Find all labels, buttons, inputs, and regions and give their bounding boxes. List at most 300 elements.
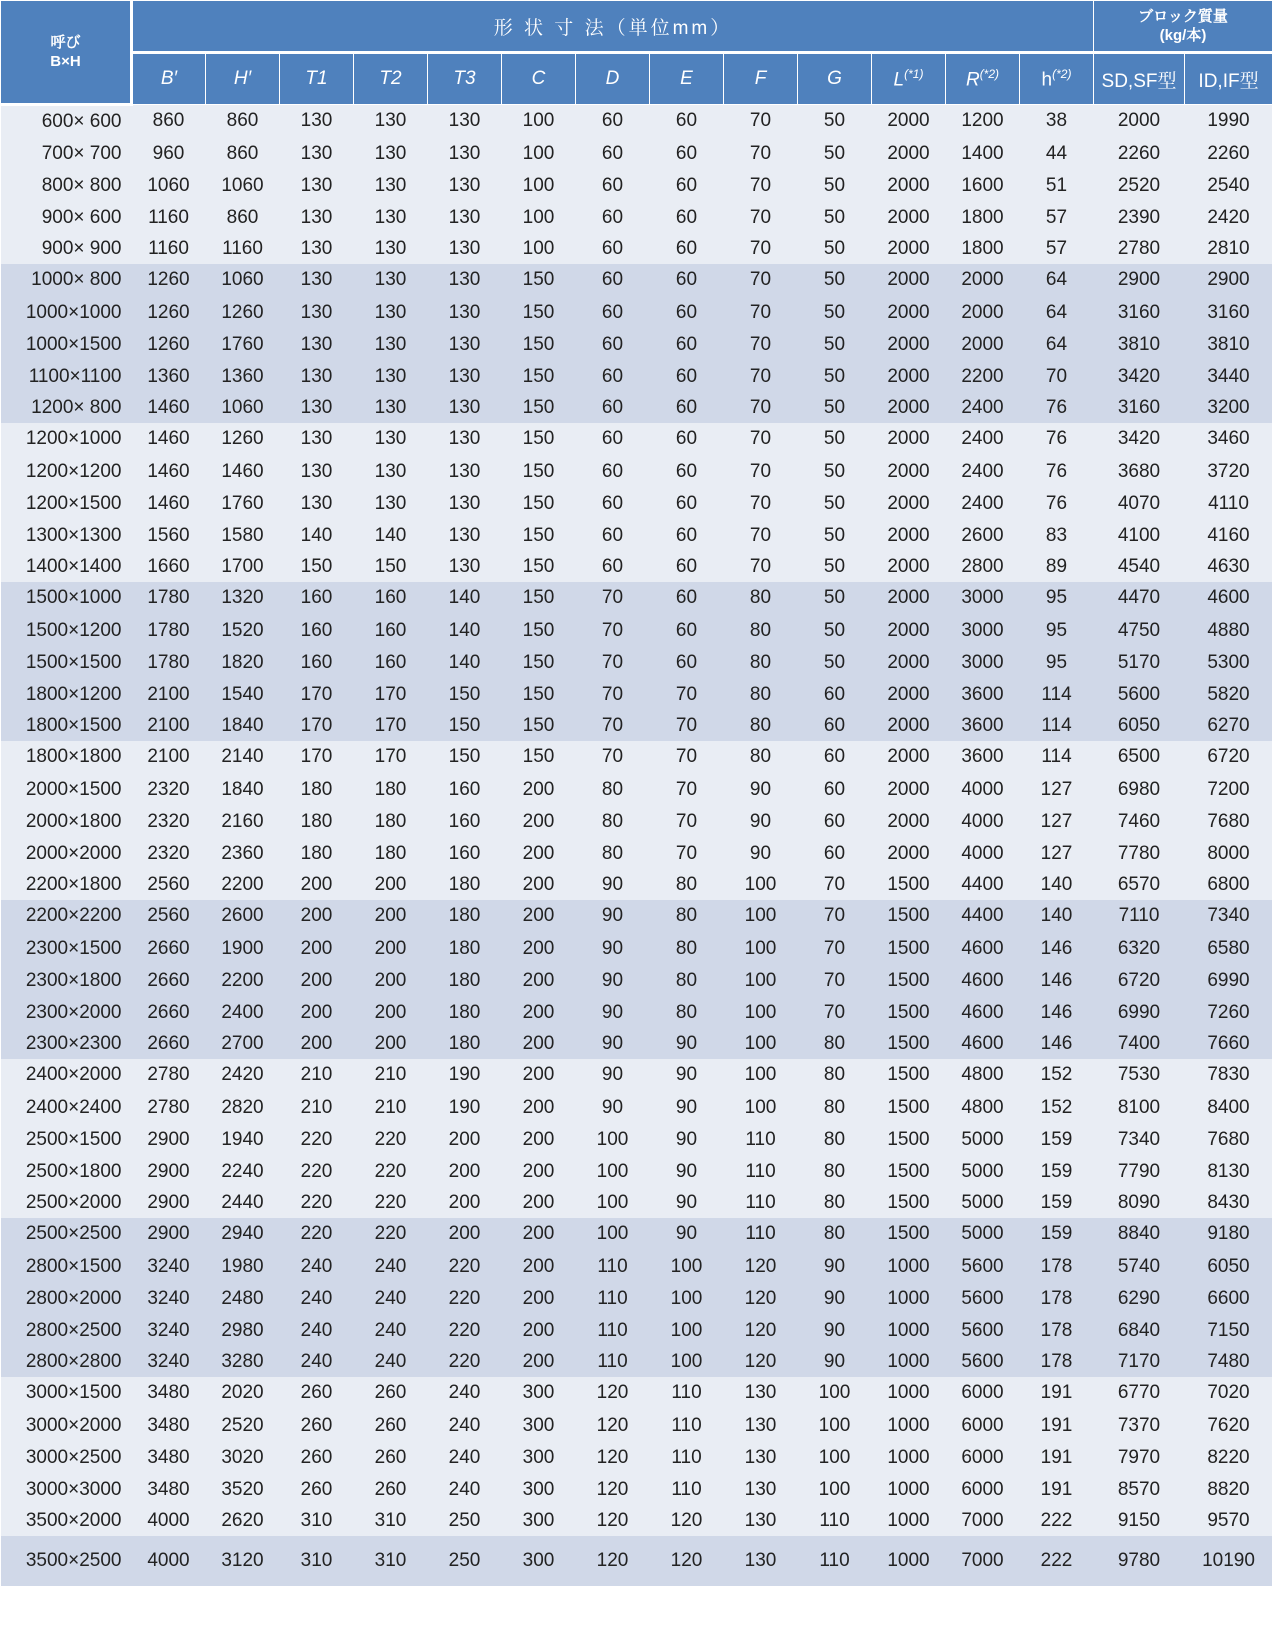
value-cell: 2940 xyxy=(221,1223,264,1244)
value-cell: 240 xyxy=(374,1287,407,1309)
value-cell: 100 xyxy=(744,1001,777,1023)
column-header-label: T3 xyxy=(453,68,476,89)
value-cell: 130 xyxy=(744,1509,777,1531)
value-cell: 3480 xyxy=(147,1478,190,1500)
value-cell: 2260 xyxy=(1117,142,1161,164)
value-cell: 6770 xyxy=(1117,1382,1161,1403)
value-cell: 70 xyxy=(601,651,624,673)
value-cell: 150 xyxy=(522,396,555,418)
value-cell: 150 xyxy=(300,555,333,577)
value-cell: 260 xyxy=(300,1446,333,1468)
table-row xyxy=(1,741,1272,774)
table-row xyxy=(1,1347,1272,1377)
table-row xyxy=(1,1124,1272,1156)
value-cell: 60 xyxy=(675,206,698,228)
nominal-size-cell: 3000×2500 xyxy=(25,1446,122,1468)
column-header-7 xyxy=(576,53,650,105)
value-cell: 2000 xyxy=(887,333,930,355)
value-cell: 178 xyxy=(1040,1255,1073,1277)
table-row xyxy=(1,1251,1272,1283)
value-cell: 7400 xyxy=(1117,1032,1161,1054)
value-cell: 2000 xyxy=(887,587,930,608)
value-cell: 4600 xyxy=(961,1001,1004,1023)
value-cell: 200 xyxy=(448,1223,481,1244)
value-cell: 80 xyxy=(675,905,698,926)
value-cell: 64 xyxy=(1045,269,1068,290)
nominal-size-label: 呼び xyxy=(50,34,81,51)
value-cell: 1160 xyxy=(148,206,189,228)
value-cell: 2520 xyxy=(1117,174,1161,196)
value-cell: 120 xyxy=(744,1287,777,1309)
value-cell: 2000 xyxy=(887,396,930,418)
value-cell: 3000 xyxy=(961,587,1004,608)
value-cell: 260 xyxy=(374,1478,407,1500)
value-cell: 80 xyxy=(749,619,772,641)
column-header-12 xyxy=(946,53,1020,105)
value-cell: 3000 xyxy=(961,651,1004,673)
value-cell: 76 xyxy=(1045,460,1068,482)
column-header-label: G xyxy=(827,68,842,89)
value-cell: 8130 xyxy=(1207,1160,1250,1182)
value-cell: 7110 xyxy=(1118,905,1160,926)
value-cell: 114 xyxy=(1041,683,1072,705)
value-cell: 70 xyxy=(749,492,772,514)
table-row xyxy=(1,170,1272,202)
value-cell: 60 xyxy=(823,842,846,864)
value-cell: 3120 xyxy=(221,1549,264,1571)
value-cell: 1000 xyxy=(887,1255,930,1277)
value-cell: 110 xyxy=(597,1319,628,1341)
value-cell: 100 xyxy=(818,1478,851,1500)
value-cell: 100 xyxy=(596,1128,629,1150)
value-cell: 1820 xyxy=(221,651,264,673)
value-cell: 220 xyxy=(448,1350,481,1372)
value-cell: 1000 xyxy=(887,1414,930,1436)
value-cell: 60 xyxy=(823,810,846,832)
value-cell: 220 xyxy=(448,1255,481,1277)
value-cell: 60 xyxy=(601,555,624,577)
value-cell: 240 xyxy=(448,1478,481,1500)
value-cell: 180 xyxy=(300,842,333,864)
value-cell: 130 xyxy=(448,333,481,355)
value-cell: 220 xyxy=(374,1128,407,1150)
value-cell: 2240 xyxy=(221,1160,264,1182)
value-cell: 110 xyxy=(671,1446,702,1468)
value-cell: 130 xyxy=(448,237,481,259)
value-cell: 220 xyxy=(300,1160,333,1182)
value-cell: 80 xyxy=(675,969,698,991)
value-cell: 50 xyxy=(823,110,846,132)
value-cell: 150 xyxy=(448,683,481,705)
table-row xyxy=(1,423,1272,456)
value-cell: 2320 xyxy=(147,778,190,800)
value-cell: 80 xyxy=(601,842,624,864)
value-cell: 220 xyxy=(374,1160,407,1182)
value-cell: 150 xyxy=(522,683,555,705)
value-cell: 2900 xyxy=(147,1128,190,1150)
value-cell: 2780 xyxy=(147,1096,190,1118)
value-cell: 152 xyxy=(1040,1096,1073,1118)
value-cell: 2390 xyxy=(1117,206,1161,228)
value-cell: 4600 xyxy=(1207,587,1250,608)
value-cell: 64 xyxy=(1045,333,1068,355)
value-cell: 2000 xyxy=(961,301,1004,323)
column-header-15 xyxy=(1185,53,1272,105)
value-cell: 90 xyxy=(675,1032,698,1054)
value-cell: 3440 xyxy=(1207,365,1250,387)
value-cell: 70 xyxy=(601,714,624,736)
value-cell: 4000 xyxy=(961,842,1004,864)
nominal-size-cell: 2800×2800 xyxy=(25,1350,122,1372)
value-cell: 70 xyxy=(675,842,698,864)
value-cell: 60 xyxy=(675,269,698,290)
value-cell: 3020 xyxy=(221,1446,264,1468)
value-cell: 220 xyxy=(374,1223,407,1244)
value-cell: 130 xyxy=(448,301,481,323)
value-cell: 130 xyxy=(300,110,333,132)
value-cell: 240 xyxy=(448,1446,481,1468)
value-cell: 6600 xyxy=(1207,1287,1250,1309)
value-cell: 4000 xyxy=(147,1509,190,1531)
value-cell: 60 xyxy=(675,142,698,164)
table-row xyxy=(1,679,1272,711)
table-row xyxy=(1,456,1272,488)
value-cell: 90 xyxy=(675,1128,698,1150)
value-cell: 2900 xyxy=(147,1191,190,1213)
value-cell: 2440 xyxy=(221,1191,264,1213)
value-cell: 127 xyxy=(1040,810,1073,832)
nominal-size-cell: 600× 600 xyxy=(41,110,122,132)
value-cell: 1500 xyxy=(887,1128,930,1150)
table-row xyxy=(1,1442,1272,1474)
value-cell: 95 xyxy=(1045,619,1068,641)
value-cell: 130 xyxy=(300,269,333,290)
value-cell: 191 xyxy=(1040,1478,1073,1500)
nominal-size-header xyxy=(1,1,132,105)
value-cell: 170 xyxy=(300,683,333,705)
value-cell: 190 xyxy=(448,1096,481,1118)
value-cell: 2020 xyxy=(221,1382,264,1403)
value-cell: 95 xyxy=(1045,651,1068,673)
value-cell: 2660 xyxy=(147,1001,190,1023)
value-cell: 6720 xyxy=(1207,746,1250,767)
table-row xyxy=(1,774,1272,806)
value-cell: 80 xyxy=(749,651,772,673)
value-cell: 60 xyxy=(601,524,624,546)
value-cell: 2000 xyxy=(887,619,930,641)
value-cell: 4070 xyxy=(1117,492,1161,514)
value-cell: 222 xyxy=(1040,1509,1073,1531)
value-cell: 2540 xyxy=(1207,174,1250,196)
value-cell: 7680 xyxy=(1207,1128,1250,1150)
value-cell: 60 xyxy=(675,365,698,387)
nominal-size-cell: 2000×1500 xyxy=(25,778,122,800)
value-cell: 2000 xyxy=(887,810,930,832)
value-cell: 178 xyxy=(1040,1319,1073,1341)
value-cell: 70 xyxy=(749,365,772,387)
value-cell: 6570 xyxy=(1117,873,1161,895)
value-cell: 7790 xyxy=(1117,1160,1161,1182)
value-cell: 3160 xyxy=(1117,396,1161,418)
value-cell: 130 xyxy=(744,1478,777,1500)
value-cell: 2320 xyxy=(147,842,190,864)
nominal-size-cell: 1200×1000 xyxy=(25,428,122,449)
value-cell: 2400 xyxy=(961,492,1004,514)
value-cell: 60 xyxy=(823,746,846,767)
value-cell: 130 xyxy=(374,365,407,387)
value-cell: 210 xyxy=(300,1096,333,1118)
value-cell: 1060 xyxy=(221,269,264,290)
value-cell: 90 xyxy=(675,1064,698,1085)
value-cell: 60 xyxy=(675,619,698,641)
value-cell: 150 xyxy=(522,587,555,608)
value-cell: 3280 xyxy=(221,1350,264,1372)
value-cell: 2000 xyxy=(887,269,930,290)
value-cell: 50 xyxy=(823,619,846,641)
value-cell: 220 xyxy=(448,1319,481,1341)
value-cell: 240 xyxy=(374,1319,407,1341)
value-cell: 120 xyxy=(596,1414,629,1436)
value-cell: 2900 xyxy=(1207,269,1250,290)
value-cell: 90 xyxy=(823,1350,846,1372)
value-cell: 3480 xyxy=(147,1446,190,1468)
value-cell: 1760 xyxy=(221,333,264,355)
table-row xyxy=(1,1536,1272,1586)
value-cell: 140 xyxy=(448,651,481,673)
nominal-size-cell: 900× 600 xyxy=(41,206,122,228)
nominal-size-cell: 1200×1500 xyxy=(25,492,122,514)
column-header-label: T1 xyxy=(305,68,328,89)
value-cell: 150 xyxy=(522,555,555,577)
value-cell: 9780 xyxy=(1117,1549,1161,1571)
value-cell: 160 xyxy=(448,778,481,800)
value-cell: 200 xyxy=(522,1223,555,1244)
nominal-size-cell: 3000×1500 xyxy=(25,1382,122,1403)
value-cell: 120 xyxy=(596,1382,629,1403)
column-header-label: SD,SF型 xyxy=(1101,70,1177,92)
value-cell: 220 xyxy=(374,1191,407,1213)
nominal-size-cell: 700× 700 xyxy=(41,142,122,164)
value-cell: 178 xyxy=(1040,1287,1073,1309)
column-header-1 xyxy=(132,53,206,105)
value-cell: 3600 xyxy=(961,683,1004,705)
column-header-footnote: (*2) xyxy=(1052,66,1072,81)
value-cell: 60 xyxy=(675,587,698,608)
value-cell: 8090 xyxy=(1117,1191,1161,1213)
value-cell: 60 xyxy=(675,555,698,577)
table-row xyxy=(1,1377,1272,1410)
value-cell: 70 xyxy=(1045,365,1068,387)
value-cell: 70 xyxy=(749,237,772,259)
value-cell: 150 xyxy=(522,365,555,387)
column-header-footnote: (*2) xyxy=(979,66,1000,81)
value-cell: 159 xyxy=(1040,1223,1073,1244)
value-cell: 1500 xyxy=(887,1064,930,1085)
value-cell: 7170 xyxy=(1117,1350,1161,1372)
value-cell: 130 xyxy=(300,237,333,259)
value-cell: 160 xyxy=(374,587,407,608)
value-cell: 200 xyxy=(300,1001,333,1023)
value-cell: 5600 xyxy=(961,1287,1004,1309)
table-row xyxy=(1,838,1272,870)
value-cell: 200 xyxy=(374,937,407,959)
value-cell: 860 xyxy=(226,110,259,132)
value-cell: 200 xyxy=(522,810,555,832)
value-cell: 1000 xyxy=(887,1478,930,1500)
value-cell: 7780 xyxy=(1117,842,1161,864)
value-cell: 2320 xyxy=(147,810,190,832)
value-cell: 1000 xyxy=(887,1287,930,1309)
value-cell: 1060 xyxy=(147,174,190,196)
value-cell: 100 xyxy=(522,110,555,132)
value-cell: 5600 xyxy=(1117,683,1161,705)
nominal-size-cell: 2400×2000 xyxy=(25,1064,122,1085)
value-cell: 110 xyxy=(819,1549,850,1571)
value-cell: 110 xyxy=(745,1128,776,1150)
value-cell: 130 xyxy=(374,206,407,228)
value-cell: 7370 xyxy=(1117,1414,1161,1436)
value-cell: 200 xyxy=(300,905,333,926)
value-cell: 100 xyxy=(670,1287,703,1309)
value-cell: 7340 xyxy=(1207,905,1250,926)
value-cell: 130 xyxy=(448,524,481,546)
value-cell: 200 xyxy=(522,1191,555,1213)
value-cell: 4880 xyxy=(1207,619,1250,641)
value-cell: 2400 xyxy=(221,1001,264,1023)
value-cell: 90 xyxy=(749,778,772,800)
value-cell: 60 xyxy=(823,683,846,705)
value-cell: 1260 xyxy=(221,428,264,449)
value-cell: 130 xyxy=(374,269,407,290)
value-cell: 1520 xyxy=(221,619,264,641)
value-cell: 140 xyxy=(448,619,481,641)
value-cell: 2200 xyxy=(221,969,264,991)
value-cell: 2800 xyxy=(961,555,1004,577)
value-cell: 5000 xyxy=(961,1223,1004,1244)
value-cell: 2160 xyxy=(221,810,264,832)
value-cell: 70 xyxy=(749,460,772,482)
value-cell: 170 xyxy=(300,714,333,736)
nominal-size-cell: 1000×1000 xyxy=(25,301,122,323)
value-cell: 310 xyxy=(300,1549,333,1571)
value-cell: 222 xyxy=(1040,1549,1073,1571)
value-cell: 4800 xyxy=(961,1096,1004,1118)
value-cell: 2000 xyxy=(961,333,1004,355)
table-row xyxy=(1,1092,1272,1124)
value-cell: 60 xyxy=(601,269,624,290)
column-header-label: R xyxy=(965,69,980,91)
table-row xyxy=(1,615,1272,647)
value-cell: 200 xyxy=(522,1350,555,1372)
value-cell: 100 xyxy=(522,237,555,259)
value-cell: 7970 xyxy=(1117,1446,1161,1468)
value-cell: 1460 xyxy=(147,396,190,418)
value-cell: 170 xyxy=(374,683,407,705)
value-cell: 120 xyxy=(596,1509,629,1531)
value-cell: 178 xyxy=(1040,1350,1073,1372)
value-cell: 6980 xyxy=(1117,778,1161,800)
value-cell: 2700 xyxy=(221,1032,264,1054)
nominal-size-cell: 2400×2400 xyxy=(25,1096,122,1118)
value-cell: 2480 xyxy=(221,1287,264,1309)
value-cell: 130 xyxy=(448,142,481,164)
value-cell: 200 xyxy=(522,937,555,959)
value-cell: 100 xyxy=(818,1446,851,1468)
value-cell: 70 xyxy=(601,587,624,608)
column-header-footnote: (*1) xyxy=(904,66,924,81)
value-cell: 2600 xyxy=(961,524,1004,546)
value-cell: 6990 xyxy=(1117,1001,1161,1023)
table-row xyxy=(1,1283,1272,1315)
value-cell: 89 xyxy=(1045,555,1068,577)
value-cell: 3810 xyxy=(1207,333,1250,355)
value-cell: 200 xyxy=(522,1287,555,1309)
value-cell: 100 xyxy=(744,937,777,959)
value-cell: 2360 xyxy=(221,842,264,864)
nominal-size-cell: 1100×1100 xyxy=(28,365,122,387)
value-cell: 191 xyxy=(1040,1414,1073,1436)
value-cell: 3000 xyxy=(961,619,1004,641)
value-cell: 3420 xyxy=(1117,428,1161,449)
value-cell: 150 xyxy=(522,333,555,355)
value-cell: 170 xyxy=(300,746,333,767)
table-row xyxy=(1,297,1272,329)
value-cell: 70 xyxy=(749,301,772,323)
value-cell: 4160 xyxy=(1207,524,1250,546)
value-cell: 2100 xyxy=(147,683,190,705)
value-cell: 1840 xyxy=(221,778,264,800)
value-cell: 150 xyxy=(448,714,481,736)
value-cell: 90 xyxy=(601,969,624,991)
column-header-label: T2 xyxy=(379,68,402,89)
nominal-size-cell: 2000×2000 xyxy=(25,842,122,864)
nominal-size-cell: 2800×1500 xyxy=(25,1255,122,1277)
value-cell: 8100 xyxy=(1117,1096,1161,1118)
nominal-size-cell: 2300×1500 xyxy=(25,937,122,959)
value-cell: 1500 xyxy=(887,1160,930,1182)
value-cell: 2000 xyxy=(887,714,930,736)
value-cell: 1000 xyxy=(887,1382,930,1403)
value-cell: 200 xyxy=(522,1001,555,1023)
value-cell: 2000 xyxy=(887,746,930,767)
value-cell: 130 xyxy=(448,365,481,387)
value-cell: 260 xyxy=(300,1414,333,1436)
value-cell: 3810 xyxy=(1117,333,1161,355)
nominal-size-cell: 2000×1800 xyxy=(25,810,122,832)
value-cell: 50 xyxy=(823,460,846,482)
column-header-4 xyxy=(354,53,428,105)
value-cell: 2000 xyxy=(887,842,930,864)
value-cell: 2600 xyxy=(221,905,264,926)
table-row xyxy=(1,329,1272,361)
nominal-size-cell: 1200× 800 xyxy=(31,396,122,418)
value-cell: 4600 xyxy=(961,937,1004,959)
nominal-size-cell: 1800×1800 xyxy=(25,746,122,767)
value-cell: 110 xyxy=(745,1160,776,1182)
value-cell: 6000 xyxy=(961,1382,1004,1403)
value-cell: 1600 xyxy=(961,174,1004,196)
value-cell: 190 xyxy=(448,1064,481,1085)
value-cell: 110 xyxy=(671,1478,702,1500)
value-cell: 4800 xyxy=(961,1064,1004,1085)
table-row xyxy=(1,264,1272,297)
value-cell: 146 xyxy=(1040,969,1073,991)
value-cell: 6320 xyxy=(1117,937,1161,959)
table-row xyxy=(1,520,1272,552)
value-cell: 1320 xyxy=(221,587,264,608)
value-cell: 50 xyxy=(823,587,846,608)
value-cell: 50 xyxy=(823,651,846,673)
